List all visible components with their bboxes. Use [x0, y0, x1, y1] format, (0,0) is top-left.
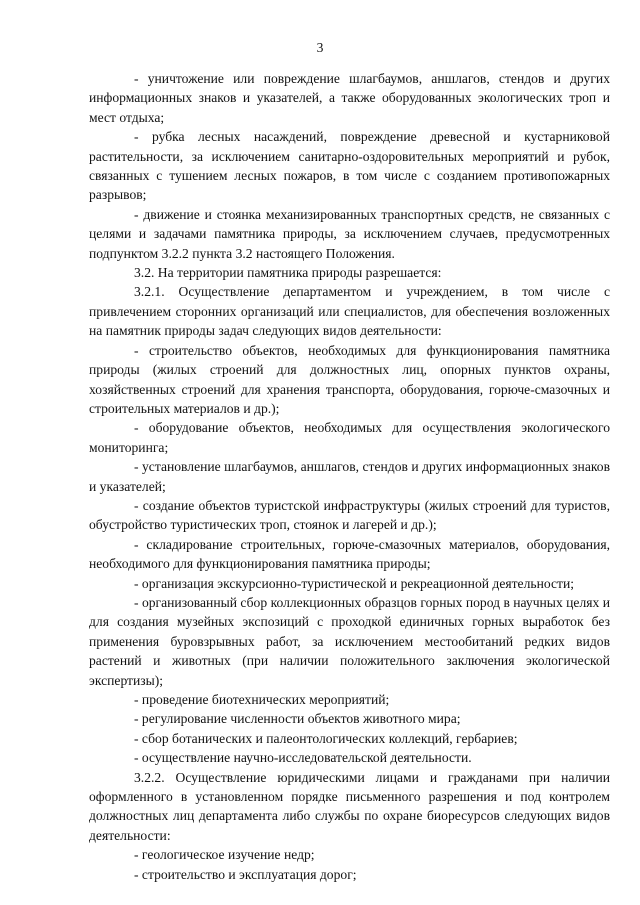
paragraph: - складирование строительных, горюче-смазочных материалов, оборудования, необходимого для функционирования памятника природы;: [89, 536, 610, 572]
page-number: 3: [316, 40, 324, 55]
paragraph: - строительство и эксплуатация дорог;: [134, 866, 357, 882]
paragraph: - строительство объектов, необходимых для функционирования памятника природы (жилых строений для должностных лиц, опорных пунктов охраны, хозяйственных строений для хранения транспорта, оборудования, горюче-смазочных и строительных материалов и др.);: [89, 342, 610, 416]
paragraph: - сбор ботанических и палеонтологических коллекций, гербариев;: [134, 730, 518, 746]
paragraph: - установление шлагбаумов, аншлагов, стендов и других информационных знаков и указателей;: [89, 459, 610, 494]
subsection-heading: 3.2.2. Осуществление юридическими лицами и гражданами при наличии оформленного в установленном порядке письменного разрешения и под контролем должностных лиц департамента либо службы по охране биоресурсов следующих видов деятельности:: [89, 769, 610, 843]
paragraph: - организация экскурсионно-туристической и рекреационной деятельности;: [134, 575, 575, 591]
paragraph: - проведение биотехнических мероприятий;: [134, 692, 390, 707]
paragraph: - уничтожение или повреждение шлагбаумов, аншлагов, стендов и других информационных знаков и указателей, а также оборудованных экологических троп и мест отдыха;: [89, 71, 610, 125]
paragraph: - оборудование объектов, необходимых для осуществления экологического мониторинга;: [89, 420, 610, 455]
paragraph: - организованный сбор коллекционных образцов горных пород в научных целях и для создания музейных экспозиций с проходкой единичных горных выработок без применения буровзрывных работ, за исключением местообитаний редких видов растений и животных (при наличии положительного заключения экологической экспертизы);: [89, 594, 610, 688]
paragraph: - движение и стоянка механизированных транспортных средств, не связанных с целями и задачами памятника природы, за исключением случаев, предусмотренных подпунктом 3.2.2 пункта 3.2 настоящего Положения.: [89, 206, 610, 261]
paragraph: - осуществление научно-исследовательской деятельности.: [134, 750, 472, 766]
paragraph: - регулирование численности объектов животного мира;: [134, 711, 461, 727]
paragraph: - рубка лесных насаждений, повреждение древесной и кустарниковой растительности, за исключением санитарно-оздоровительных мероприятий и рубок, связанных с тушением лесных пожаров, в том числе с созданием противопожарных разрывов;: [89, 129, 610, 203]
body-text: [89, 69, 610, 884]
paragraph: - создание объектов туристской инфраструктуры (жилых строений для туристов, обустройство туристических троп, стоянок и лагерей и др.);: [89, 497, 610, 533]
paragraph: - геологическое изучение недр;: [134, 847, 315, 863]
section-heading: 3.2. На территории памятника природы разрешается:: [134, 265, 442, 281]
subsection-heading: 3.2.1. Осуществление департаментом и учреждением, в том числе с привлечением сторонних организаций или специалистов, для обеспечения возложенных на памятник природы задач следующих видов деятельности:: [89, 284, 610, 339]
